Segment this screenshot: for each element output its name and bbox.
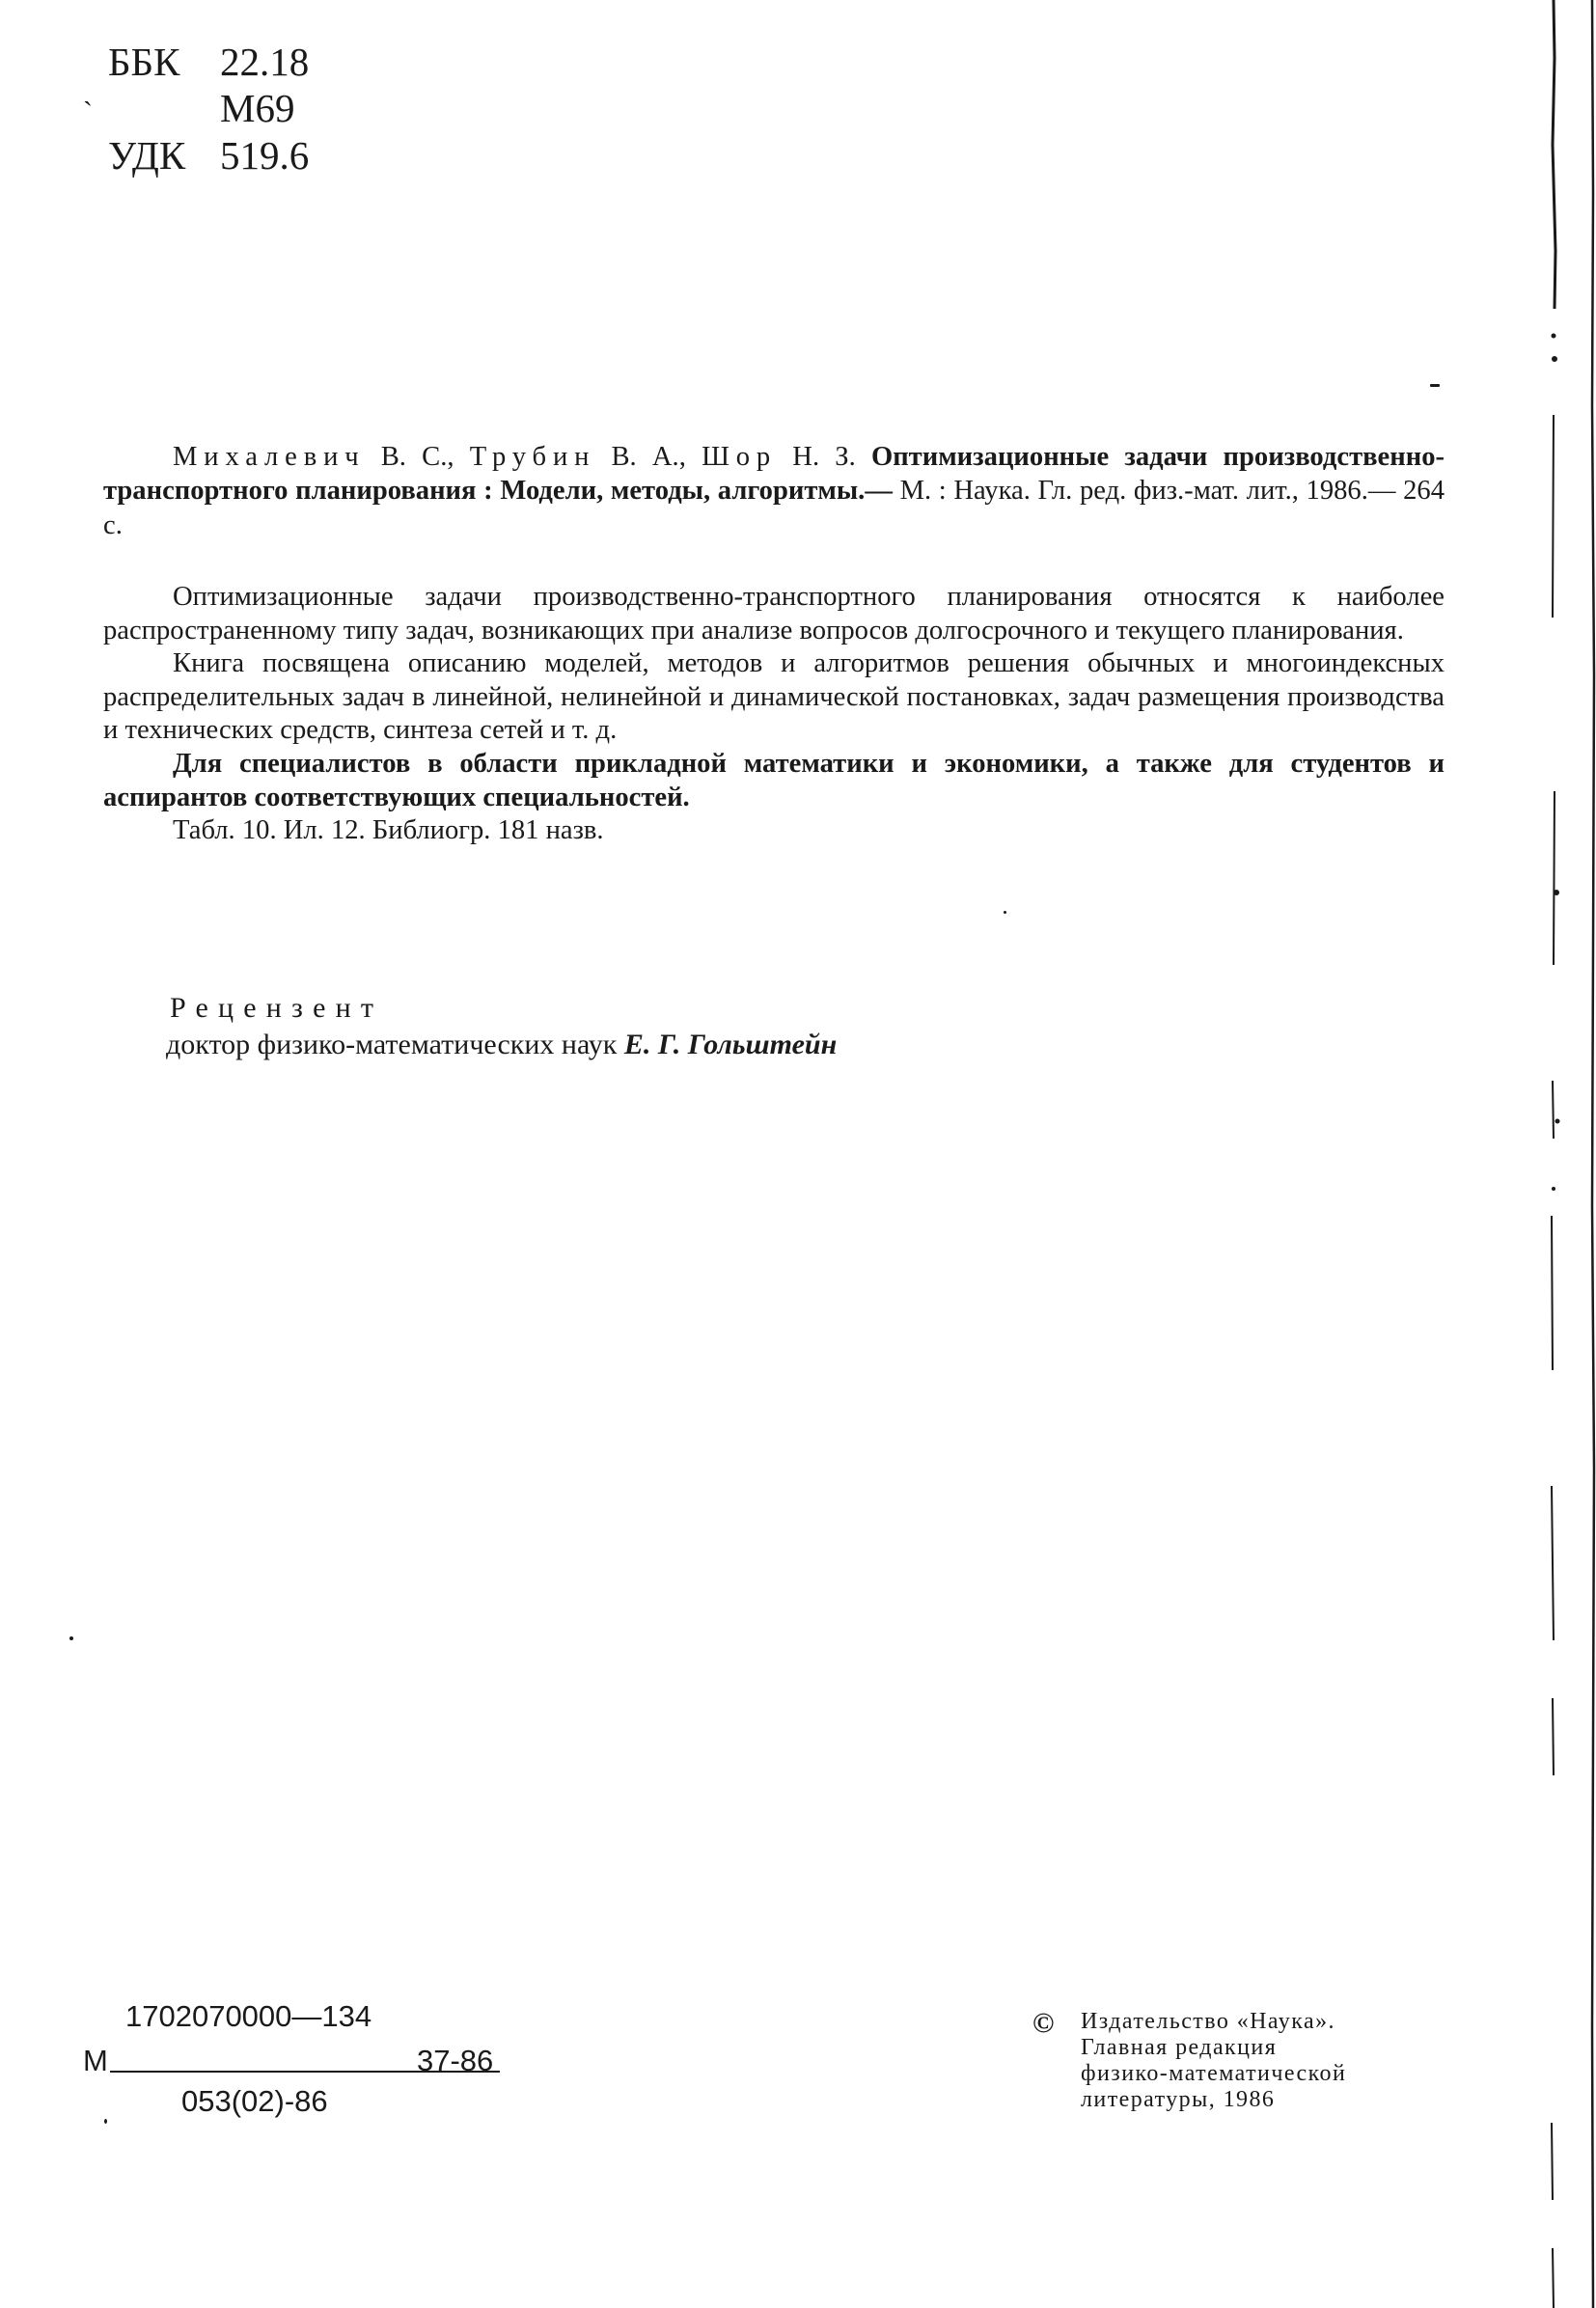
copyright-line: литературы, 1986	[1081, 2087, 1276, 2113]
author-surname: Трубин	[469, 442, 596, 472]
book-subtitle: Модели, методы, алгоритмы.—	[500, 476, 893, 507]
udk-value: 519.6	[220, 132, 310, 178]
binding-edge	[1540, 0, 1596, 2308]
code-denominator: 053(02)-86	[181, 2084, 328, 2118]
reviewer-name: Е. Г. Гольштейн	[623, 1028, 838, 1060]
author-initials: В. А.,	[611, 442, 686, 472]
annotation-paragraph: Книга посвящена описанию моделей, методов и алгоритмов решения обычных и многоиндексных распределительных задач в линейной, нелинейной и динамической постановках, задач размещения производства и технических средств, синтеза сетей и т. д.	[103, 648, 1445, 746]
imprint: М. : Наука. Гл. ред. физ.-мат. лит., 1986.— 264 с.	[103, 476, 1445, 540]
author-initials: В. С.,	[380, 442, 454, 472]
annotation	[103, 581, 1445, 848]
scan-mark: ˎ	[83, 74, 93, 106]
reviewer-position: доктор физико-математических наук	[166, 1028, 618, 1060]
scan-speck	[69, 1636, 73, 1640]
copyright-line: физико-математической	[1081, 2061, 1347, 2087]
bibliographic-entry	[103, 440, 1445, 542]
scan-speck	[104, 2119, 107, 2124]
reviewer-line	[166, 1027, 837, 1063]
reviewer-label: Рецензент	[170, 992, 384, 1024]
copyright-block	[1032, 2009, 1346, 2113]
book-title: Оптимизационные задачи производственно-транспортного планирования	[103, 442, 1445, 507]
bbk-label: ББК	[108, 40, 180, 84]
audience-paragraph: Для специалистов в области прикладной математики и экономики, а также для студентов и аспирантов соответствующих специальностей.	[103, 748, 1445, 812]
author-surname: Шор	[702, 442, 778, 472]
copyright-icon: ©	[1032, 2007, 1056, 2039]
author-surname: Михалевич	[173, 442, 366, 472]
bibliographic-record	[103, 440, 1445, 542]
code-numerator: 1702070000—134	[125, 1999, 372, 2033]
copyright-lines	[1081, 2009, 1346, 2113]
bbk-row	[108, 39, 309, 85]
annotation-paragraph: Оптимизационные задачи производственно-транспортного планирования относятся к наиболее распространенному типу задач, возникающих при анализе вопросов долгосрочного и текущего планирования.	[103, 582, 1445, 646]
udk-label: УДК	[108, 132, 186, 178]
bbk-value: 22.18	[220, 40, 310, 84]
author-initials: Н. З.	[792, 442, 856, 472]
code-series: 37-86	[417, 2044, 494, 2077]
scan-speck	[1430, 384, 1440, 387]
scan-speck	[1004, 911, 1006, 914]
copyright-line: Главная редакция	[1081, 2035, 1278, 2061]
title-separator: :	[483, 476, 493, 507]
classification-block	[83, 39, 310, 179]
copyright-line: Издательство «Наука».	[1081, 2009, 1335, 2034]
author-mark-row	[108, 85, 309, 131]
author-mark: М69	[220, 86, 295, 131]
code-prefix: М	[83, 2044, 108, 2077]
reviewer-block	[166, 990, 838, 1062]
udk-row	[108, 132, 309, 179]
tables-figures-references: Табл. 10. Ил. 12. Библиогр. 181 назв.	[173, 815, 604, 846]
